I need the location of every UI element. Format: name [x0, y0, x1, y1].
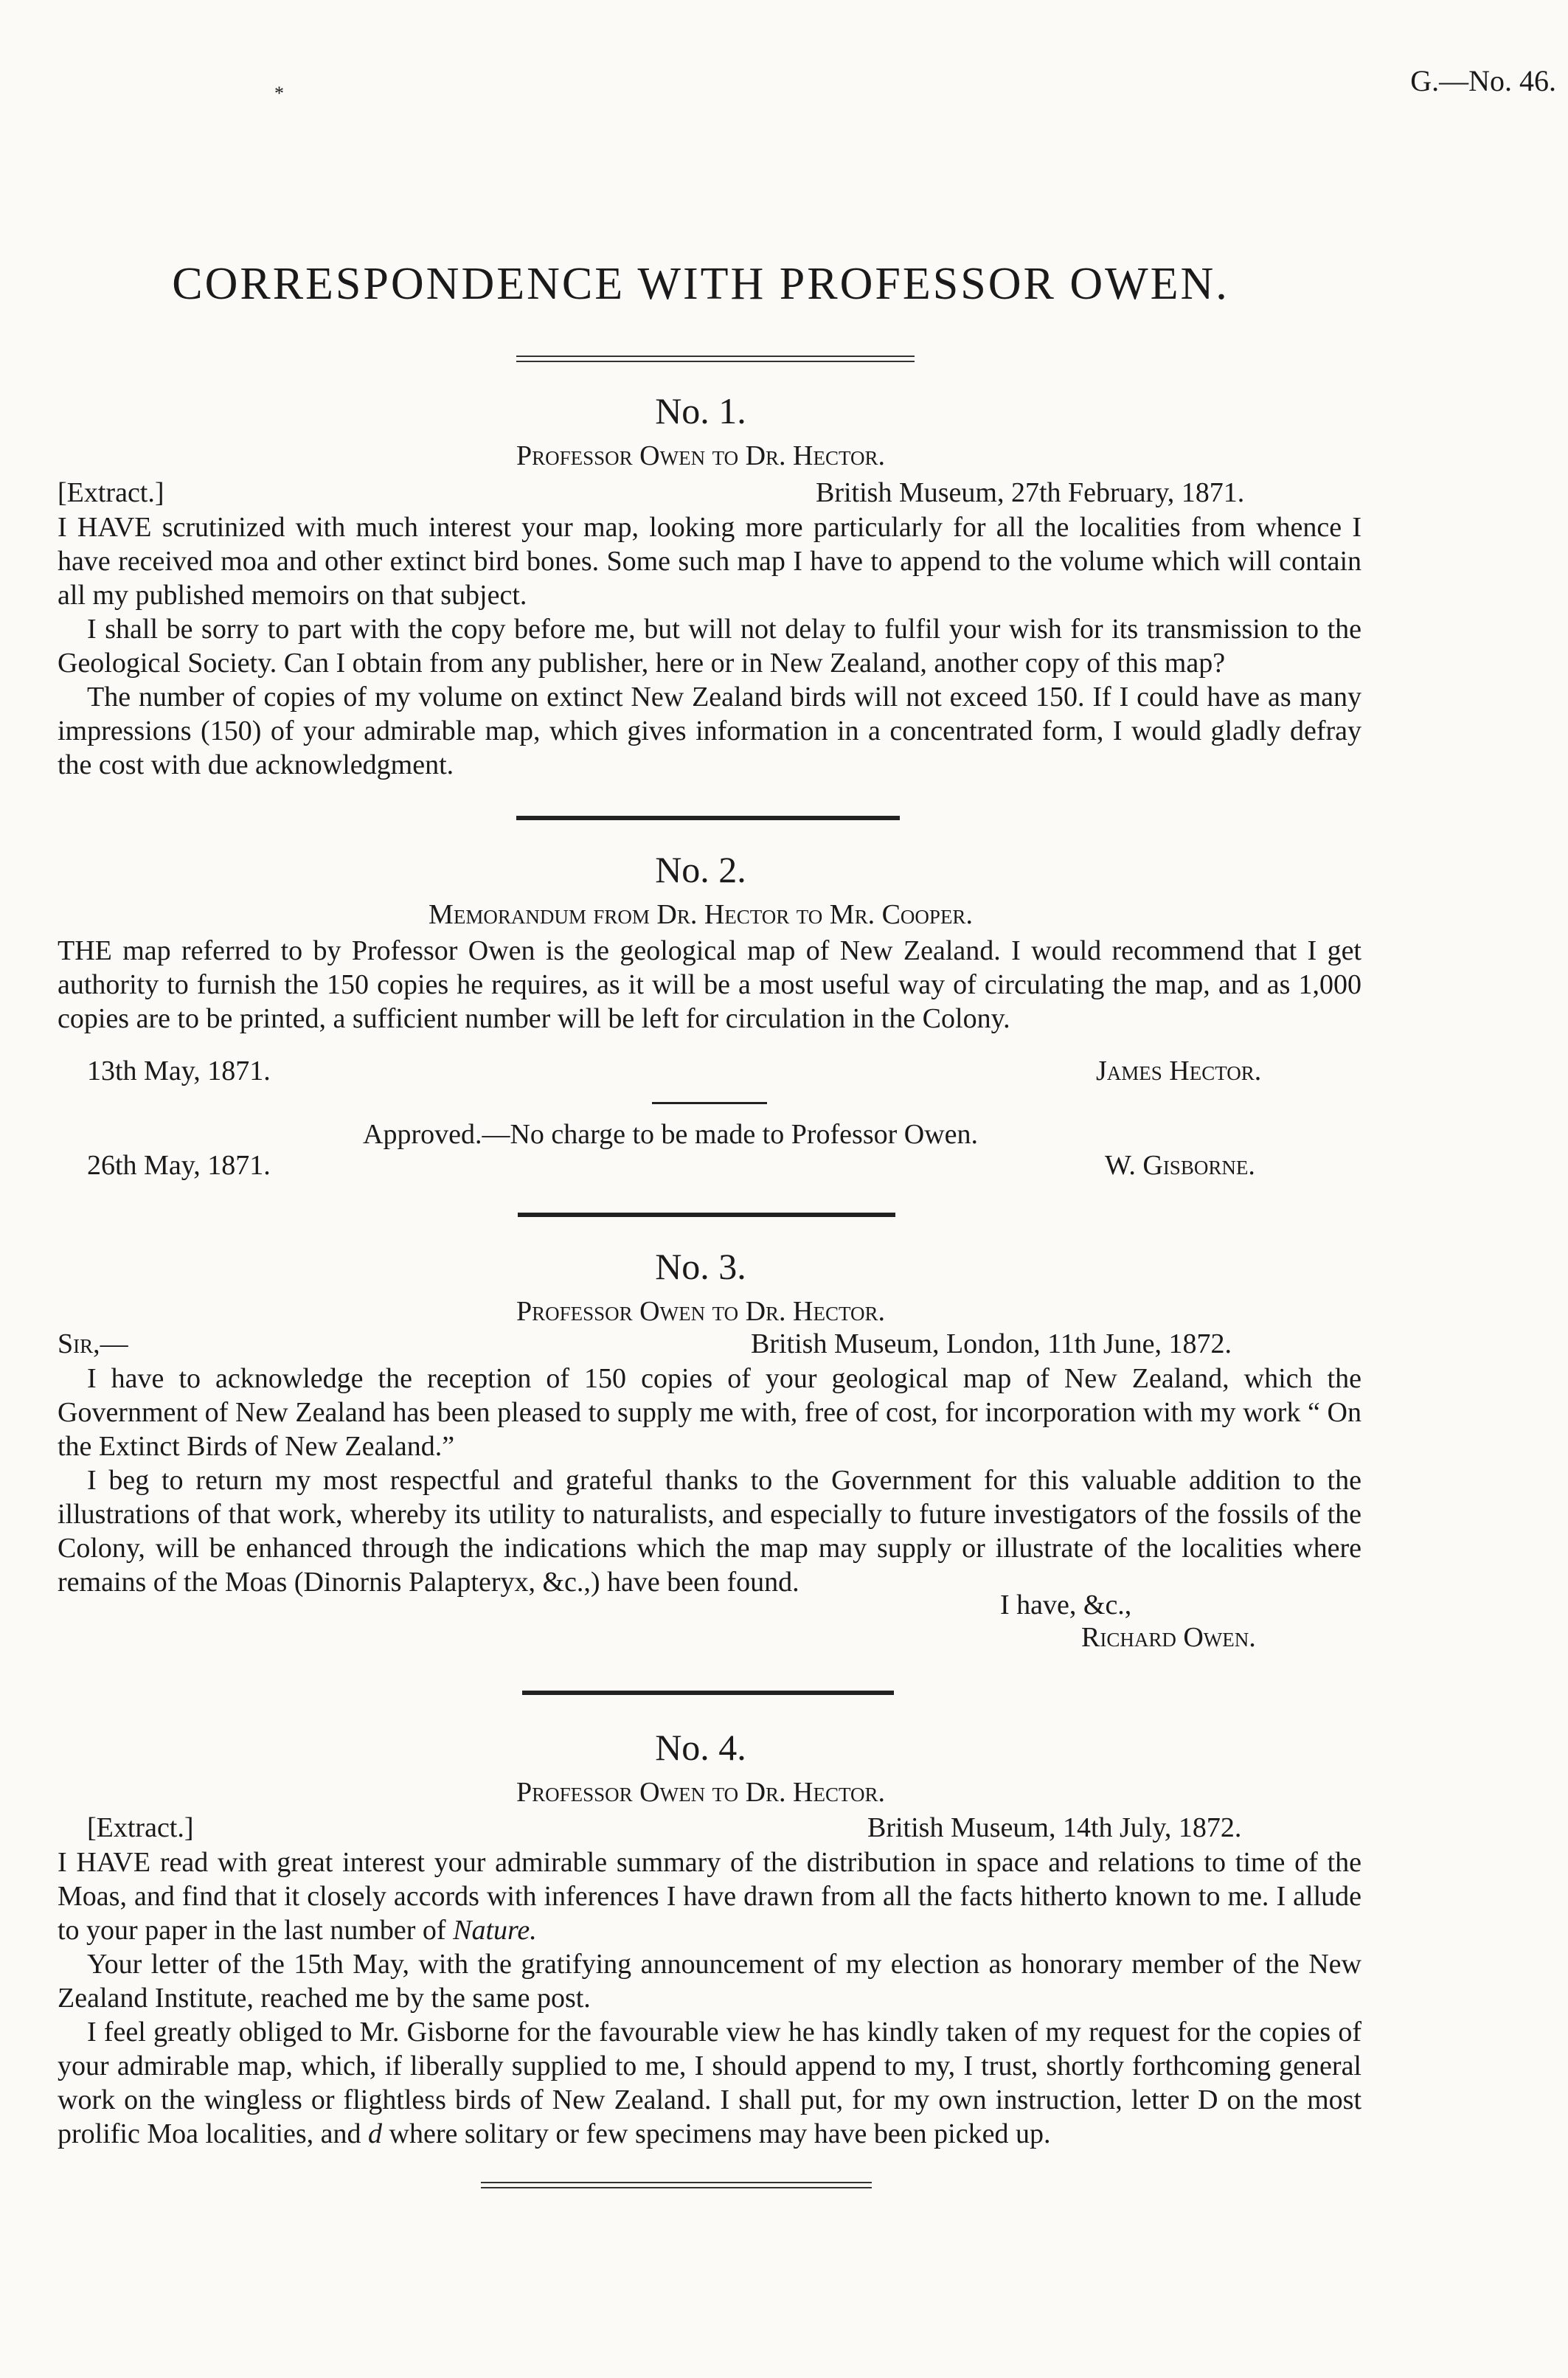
letter-3-dateline: British Museum, London, 11th June, 1872.	[751, 1328, 1232, 1359]
end-divider	[481, 2182, 872, 2188]
section-divider	[522, 1691, 894, 1695]
approval-note: Approved.—No charge to be made to Professor Owen.	[363, 1119, 979, 1150]
letter-4-extract-note: [Extract.]	[87, 1812, 194, 1843]
journal-title: Nature.	[453, 1915, 537, 1946]
letter-2-signature: James Hector.	[1096, 1055, 1262, 1086]
letter-2-body	[58, 934, 1361, 1036]
paragraph: Your letter of the 15th May, with the gratifying announcement of my election as honorary member of the New Zealand Institute, reached me by the same post.	[58, 1949, 1361, 2014]
paragraph-text: I feel greatly obliged to Mr. Gisborne for the favourable view he has kindly taken of my request for the copies of your admirable map, which, if liberally supplied to me, I should append to my, I trust, shortly forthcoming general work on the wingless or flightless birds of New Zealand. I shall put, for my own instruction, letter D on the most prolific Moa localities, and	[58, 2017, 1361, 2149]
short-divider	[652, 1102, 767, 1104]
letter-3-number: No. 3.	[655, 1246, 746, 1287]
paragraph: I have to acknowledge the reception of 150 copies of your geological map of New Zealand, which the Government of New Zealand has been pleased to supply me with, free of cost, for incorporation with my work “ On the Extinct Birds of New Zealand.”	[58, 1363, 1361, 1462]
letter-1-body	[58, 510, 1361, 782]
letter-3-salutation: Sir,—	[58, 1328, 128, 1359]
paragraph: I beg to return my most respectful and grateful thanks to the Government for this valuable addition to the illustrations of that work, whereby its utility to naturalists, and especially to future investigators of the fossils of the Colony, will be enhanced through the indications which the map may supply or illustrate of the localities where remains of the Moas (Dinornis Palapteryx, &c.,) have been found.	[58, 1465, 1361, 1598]
letter-3-signature: Richard Owen.	[1081, 1622, 1256, 1653]
letter-1-caption: Professor Owen to Dr. Hector.	[516, 440, 886, 471]
page-title: CORRESPONDENCE WITH PROFESSOR OWEN.	[172, 259, 1229, 309]
letter-2-number: No. 2.	[655, 849, 746, 890]
section-divider	[516, 816, 900, 820]
paragraph-text: I HAVE read with great interest your admirable summary of the distribution in space and relations to time of the Moas, and find that it closely accords with inferences I have drawn from all the facts hitherto known to me. I allude to your paper in the last number of	[58, 1847, 1361, 1946]
letter-1-dateline: British Museum, 27th February, 1871.	[816, 477, 1245, 508]
letter-3-closing: I have, &c.,	[1000, 1590, 1132, 1620]
letter-3-caption: Professor Owen to Dr. Hector.	[516, 1296, 886, 1327]
approval-signature: W. Gisborne.	[1105, 1150, 1255, 1181]
letter-1-number: No. 1.	[655, 390, 746, 431]
italic-letter: d	[368, 2118, 383, 2149]
letter-4-number: No. 4.	[655, 1727, 746, 1768]
paragraph-text: where solitary or few specimens may have been picked up.	[389, 2118, 1051, 2149]
document-reference: G.—No. 46.	[1410, 64, 1556, 97]
paragraph: The number of copies of my volume on extinct New Zealand birds will not exceed 150. If I could have as many impressions (150) of your admirable map, which gives information in a concentrated form, I would gladly defray the cost with due acknowledgment.	[58, 682, 1361, 780]
letter-2-date: 13th May, 1871.	[87, 1055, 271, 1086]
paragraph: I shall be sorry to part with the copy before me, but will not delay to fulfil your wish for its transmission to the Geological Society. Can I obtain from any publisher, here or in New Zealand, another copy of this map?	[58, 614, 1361, 679]
letter-3-body	[58, 1362, 1361, 1599]
approval-date: 26th May, 1871.	[87, 1150, 271, 1181]
paragraph	[58, 1845, 1361, 1947]
letter-4-caption: Professor Owen to Dr. Hector.	[516, 1777, 886, 1808]
paragraph: I HAVE scrutinized with much interest your map, looking more particularly for all the localities from whence I have received moa and other extinct bird bones. Some such map I have to append to the volume which will contain all my published memoirs on that subject.	[58, 512, 1361, 611]
paragraph: THE map referred to by Professor Owen is the geological map of New Zealand. I would recommend that I get authority to furnish the 150 copies he requires, as it will be a most useful way of circulating the map, and as 1,000 copies are to be printed, a sufficient number will be left for circulation in the Colony.	[58, 935, 1361, 1034]
letter-2-caption: Memorandum from Dr. Hector to Mr. Cooper.	[429, 899, 973, 930]
paragraph	[58, 2015, 1361, 2151]
letter-4-dateline: British Museum, 14th July, 1872.	[867, 1812, 1242, 1843]
letter-1-extract-note: [Extract.]	[58, 477, 164, 508]
letter-4-body	[58, 1845, 1361, 2151]
section-divider	[518, 1213, 895, 1217]
printer-mark: *	[274, 83, 284, 104]
title-divider	[516, 356, 915, 362]
